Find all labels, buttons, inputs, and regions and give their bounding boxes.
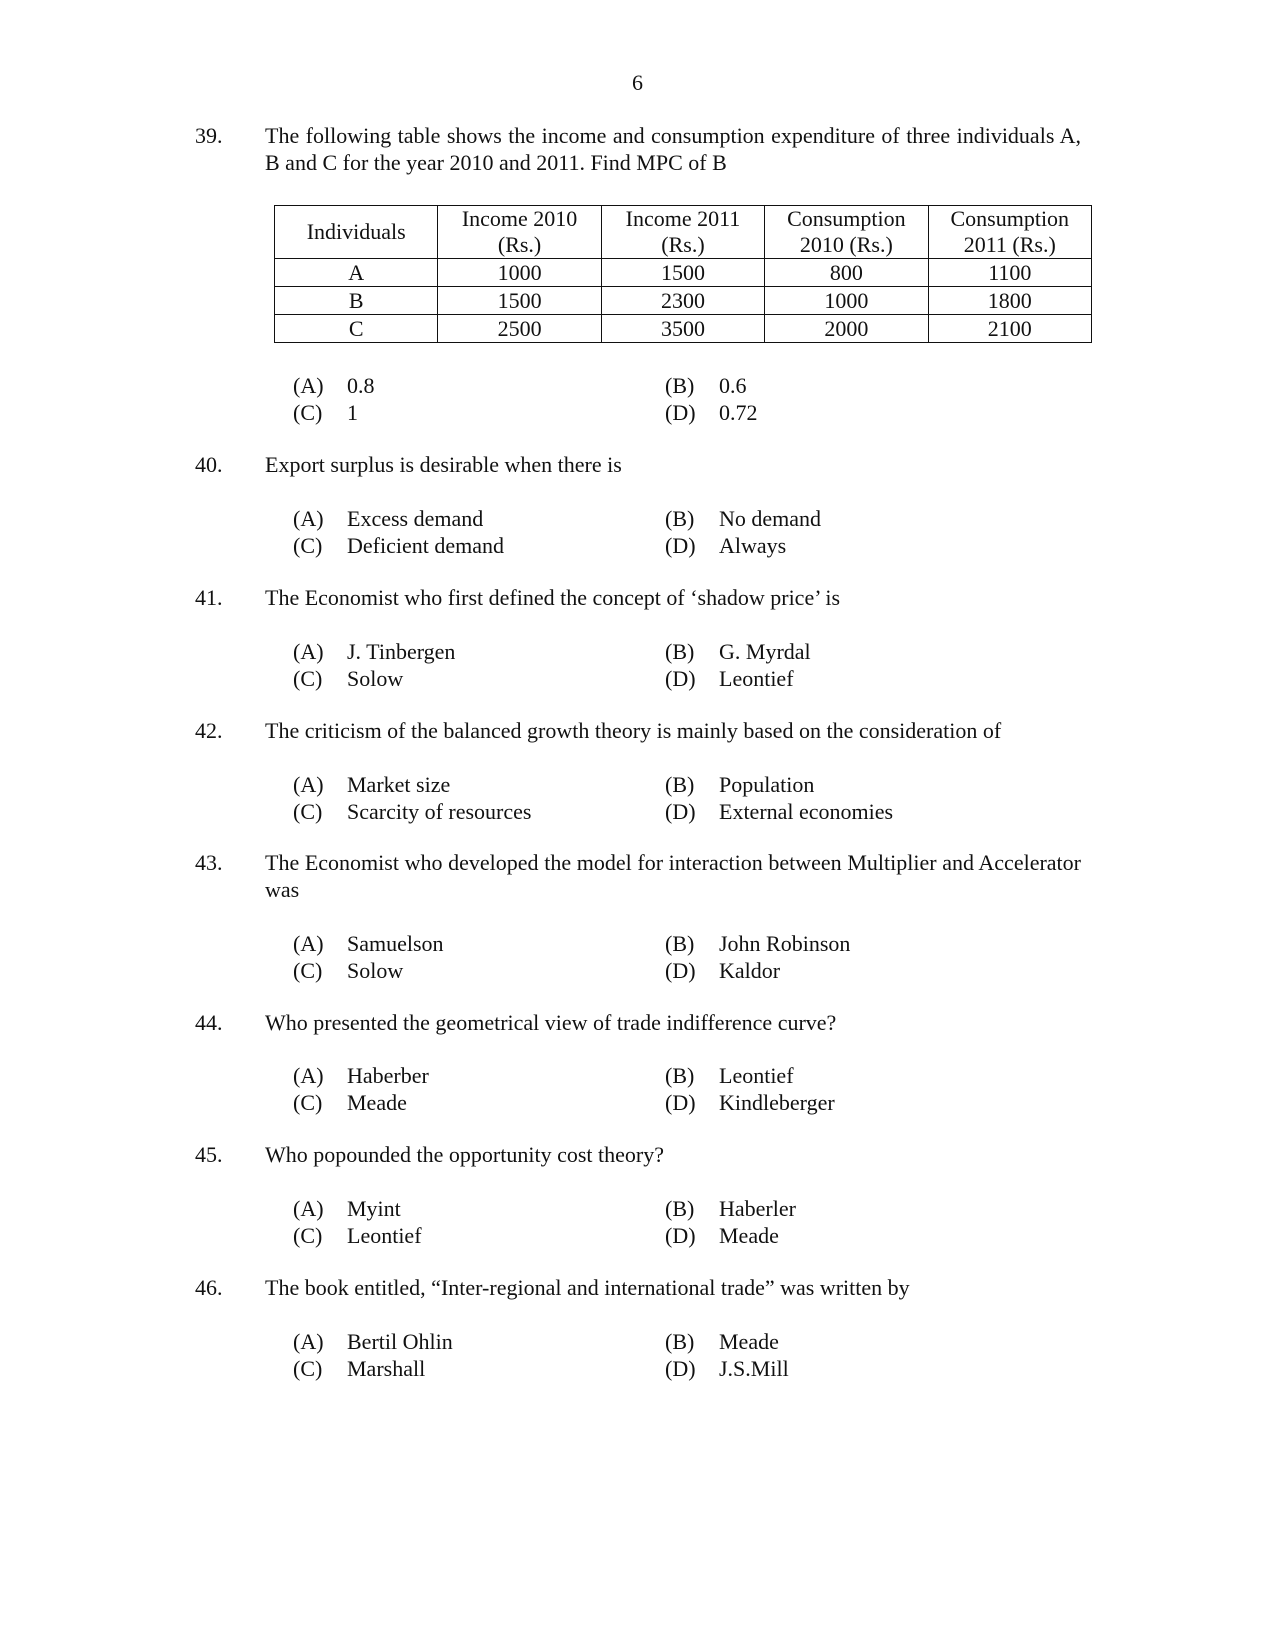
table-cell: 2000: [765, 315, 928, 343]
table-row: [275, 259, 1092, 287]
options-43: (A) Samuelson (B) John Robinson (C) Solow (D) Kaldor: [293, 931, 851, 983]
question-number: 39.: [195, 123, 223, 148]
question-text: Who popounded the opportunity cost theory?: [265, 1142, 664, 1167]
options-44: (A) Haberber (B) Leontief (C) Meade (D) Kindleberger: [293, 1063, 835, 1115]
question-number: 42.: [195, 718, 223, 743]
column-header: Income 2011 (Rs.): [601, 206, 764, 259]
column-header: Consumption 2010 (Rs.): [765, 206, 928, 259]
column-header: Income 2010 (Rs.): [438, 206, 601, 259]
table-cell: B: [275, 287, 438, 315]
question-text: The Economist who first defined the concept of ‘shadow price’ is: [265, 585, 841, 610]
question-number: 41.: [195, 585, 223, 610]
income-consumption-table: [274, 205, 1092, 343]
options-45: (A) Myint (B) Haberler (C) Leontief (D) Meade: [293, 1196, 796, 1248]
page-number: 6: [632, 70, 643, 95]
table-cell: 1800: [928, 287, 1091, 315]
table-cell: 1500: [438, 287, 601, 315]
column-header: Consumption 2011 (Rs.): [928, 206, 1091, 259]
table-cell: 2100: [928, 315, 1091, 343]
question-text: The Economist who developed the model for interaction between Multiplier and Accelerator was: [265, 850, 1081, 902]
table-cell: 1000: [438, 259, 601, 287]
table-cell: 2300: [601, 287, 764, 315]
options-42: (A) Market size (B) Population (C) Scarcity of resources (D) External economies: [293, 772, 894, 824]
question-text: Export surplus is desirable when there is: [265, 452, 622, 477]
options-39: (A) 0.8 (B) 0.6 (C) 1 (D) 0.72: [293, 373, 758, 425]
question-text: The book entitled, “Inter-regional and international trade” was written by: [265, 1275, 910, 1300]
column-header: Individuals: [275, 206, 438, 259]
options-41: (A) J. Tinbergen (B) G. Myrdal (C) Solow (D) Leontief: [293, 639, 811, 691]
table-cell: C: [275, 315, 438, 343]
table-row: [275, 315, 1092, 343]
table-cell: 1500: [601, 259, 764, 287]
question-number: 45.: [195, 1142, 223, 1167]
table-cell: 3500: [601, 315, 764, 343]
table-header-row: [275, 206, 1092, 259]
table-cell: 2500: [438, 315, 601, 343]
question-text: The following table shows the income and consumption expenditure of three individuals A, B and C for the year 2010 and 2011. Find MPC of B: [265, 123, 1081, 175]
table-cell: 1000: [765, 287, 928, 315]
table-cell: 1100: [928, 259, 1091, 287]
options-46: (A) Bertil Ohlin (B) Meade (C) Marshall (D) J.S.Mill: [293, 1329, 789, 1381]
question-text: Who presented the geometrical view of trade indifference curve?: [265, 1010, 837, 1035]
question-number: 40.: [195, 452, 223, 477]
question-number: 43.: [195, 850, 223, 875]
table-row: [275, 287, 1092, 315]
options-40: (A) Excess demand (B) No demand (C) Deficient demand (D) Always: [293, 506, 822, 558]
question-number: 46.: [195, 1275, 223, 1300]
question-text: The criticism of the balanced growth theory is mainly based on the consideration of: [265, 718, 1002, 743]
table-cell: A: [275, 259, 438, 287]
question-number: 44.: [195, 1010, 223, 1035]
table-cell: 800: [765, 259, 928, 287]
